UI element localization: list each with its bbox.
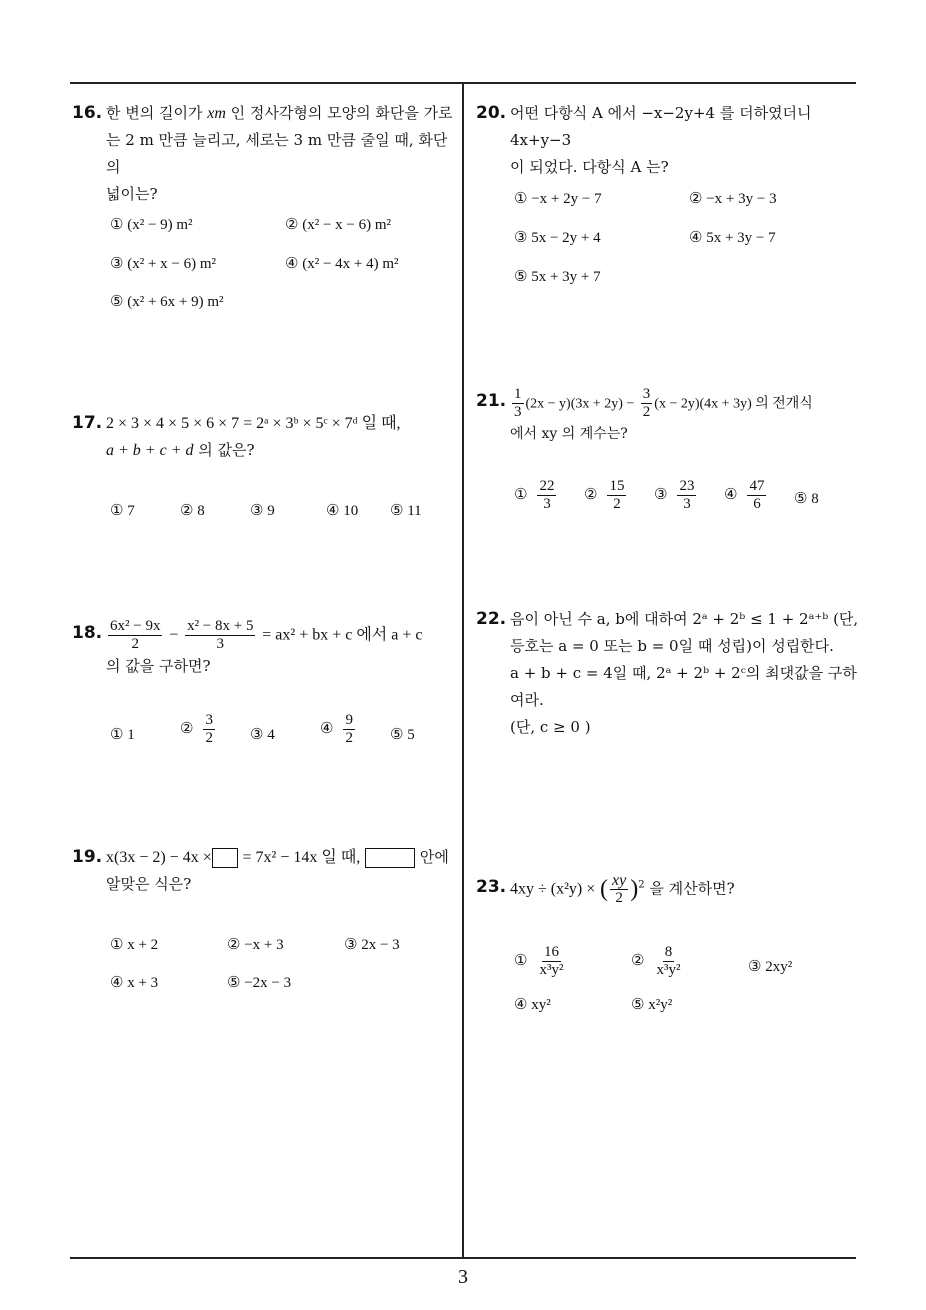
choice-2[interactable]: ② $\frac{15}{2}$ [584,478,625,512]
choice-5[interactable]: ⑤ −2x − 3 [227,975,292,991]
question-18 [72,618,456,758]
choice-1[interactable]: ① $\frac{16}{\text{x³y²}}$ [514,944,564,978]
choice-3[interactable]: ③ 5x − 2y + 4 [514,230,601,246]
question-text: $\frac{1}{3}$ (2x − y)(3x + 2y) − $\frac{3}{2}$ (x − 2y)(4x + 3y) 의 전개식 에서 xy 의 계수는? [510,386,813,442]
question-20 [476,100,860,300]
choice-2[interactable]: ② (x² − x − 6) m² [285,217,392,233]
question-number: 20. [476,103,507,123]
choice-4[interactable]: ④ 10 [326,503,359,519]
question-number: 22. [476,609,507,629]
choice-4[interactable]: ④ 5x + 3y − 7 [689,230,776,246]
question-17 [72,410,456,520]
choice-4[interactable]: ④ $\frac{47}{6}$ [724,478,765,512]
choice-3[interactable]: ③ 4 [250,727,275,743]
choice-2[interactable]: ② −x + 3y − 3 [689,191,777,207]
question-16 [72,100,456,320]
question-number: 16. [72,103,103,123]
choice-3[interactable]: ③ (x² + x − 6) m² [110,256,217,272]
fraction: $\frac{xy}{2}$ [612,872,627,906]
choice-1[interactable]: ① x + 2 [110,937,159,953]
choice-4[interactable]: ④ x + 3 [110,975,159,991]
choice-2[interactable]: ② $\frac{8}{\text{x³y²}}$ [631,944,681,978]
question-text: 어떤 다항식 A 에서 −x−2y+4 를 더하였더니 4x+y−3 이 되었다. 다항식 A 는? [510,104,812,176]
choice-2[interactable]: ② 8 [180,503,205,519]
choice-2[interactable]: ② $\frac{3}{2}$ [180,712,213,746]
question-text: x(3x − 2) − 4x × = 7x² − 14x 일 때, 안에 알맞은 식은? [106,848,449,893]
question-23 [476,872,860,1032]
question-text: 한 변의 길이가 xm 인 정사각형의 모양의 화단을 가로 는 2 m 만큼 늘리고, 세로는 3 m 만큼 줄일 때, 화단의 넓이는? [106,104,453,203]
fraction: $\frac{1}{3}$ [514,386,522,420]
choice-4[interactable]: ④ (x² − 4x + 4) m² [285,256,399,272]
choice-3[interactable]: ③ 9 [250,503,275,519]
question-number: 19. [72,847,103,867]
choice-5[interactable]: ⑤ x²y² [631,997,673,1013]
choice-3[interactable]: ③ 2xy² [748,959,793,975]
blank-box [365,848,415,868]
question-text: 4xy ÷ (x²y) × ( $\frac{xy}{2}$ )$^2$ 을 계산하면? [510,872,735,906]
choice-5[interactable]: ⑤ 5x + 3y + 7 [514,269,601,285]
choice-5[interactable]: ⑤ 11 [390,503,422,519]
question-19 [72,844,456,994]
fraction: $\frac{3}{2}$ [642,386,651,420]
blank-box [212,848,238,868]
choice-5[interactable]: ⑤ (x² + 6x + 9) m² [110,294,224,310]
choice-1[interactable]: ① −x + 2y − 7 [514,191,602,207]
choice-5[interactable]: ⑤ 8 [794,491,819,507]
choice-4[interactable]: ④ $\frac{9}{2}$ [320,712,353,746]
question-number: 17. [72,413,103,433]
question-21 [476,386,860,526]
fraction: $\frac{\text{6x² − 9x}}{2}$ [110,618,161,652]
choice-3[interactable]: ③ 2x − 3 [344,937,400,953]
question-text: $\frac{\text{6x² − 9x}}{2}$ − $\frac{\text{x² − 8x + 5}}{3}$ = ax² + bx + c 에서 a + c 의 값을 구하면? [106,618,423,675]
choice-3[interactable]: ③ $\frac{23}{3}$ [654,478,695,512]
question-number: 23. [476,877,507,897]
page-number: 3 [458,1266,468,1288]
choice-2[interactable]: ② −x + 3 [227,937,284,953]
choice-4[interactable]: ④ xy² [514,997,551,1013]
column-divider [462,82,464,1258]
question-number: 18. [72,623,103,643]
question-text: 2 × 3 × 4 × 5 × 6 × 7 = 2ᵃ × 3ᵇ × 5ᶜ × 7ᵈ 일 때, a + b + c + d 의 값은? [106,415,401,459]
question-22 [476,606,860,736]
fraction: $\frac{\text{x² − 8x + 5}}{3}$ [187,618,254,652]
question-text: 음이 아닌 수 a, b에 대하여 2ᵃ + 2ᵇ ≤ 1 + 2ᵃ⁺ᵇ (단, 등호는 a = 0 또는 b = 0일 때 성립)이 성립한다. a + b + c = 4일 때, 2ᵃ + 2ᵇ + 2ᶜ의 최댓값을 구하여라. (단, c ≥ 0 ) [510,610,859,736]
choice-1[interactable]: ① $\frac{22}{3}$ [514,478,555,512]
question-number: 21. [476,391,507,411]
choice-5[interactable]: ⑤ 5 [390,727,415,743]
choice-1[interactable]: ① 1 [110,727,135,743]
choice-1[interactable]: ① (x² − 9) m² [110,217,193,233]
choice-1[interactable]: ① 7 [110,503,135,519]
